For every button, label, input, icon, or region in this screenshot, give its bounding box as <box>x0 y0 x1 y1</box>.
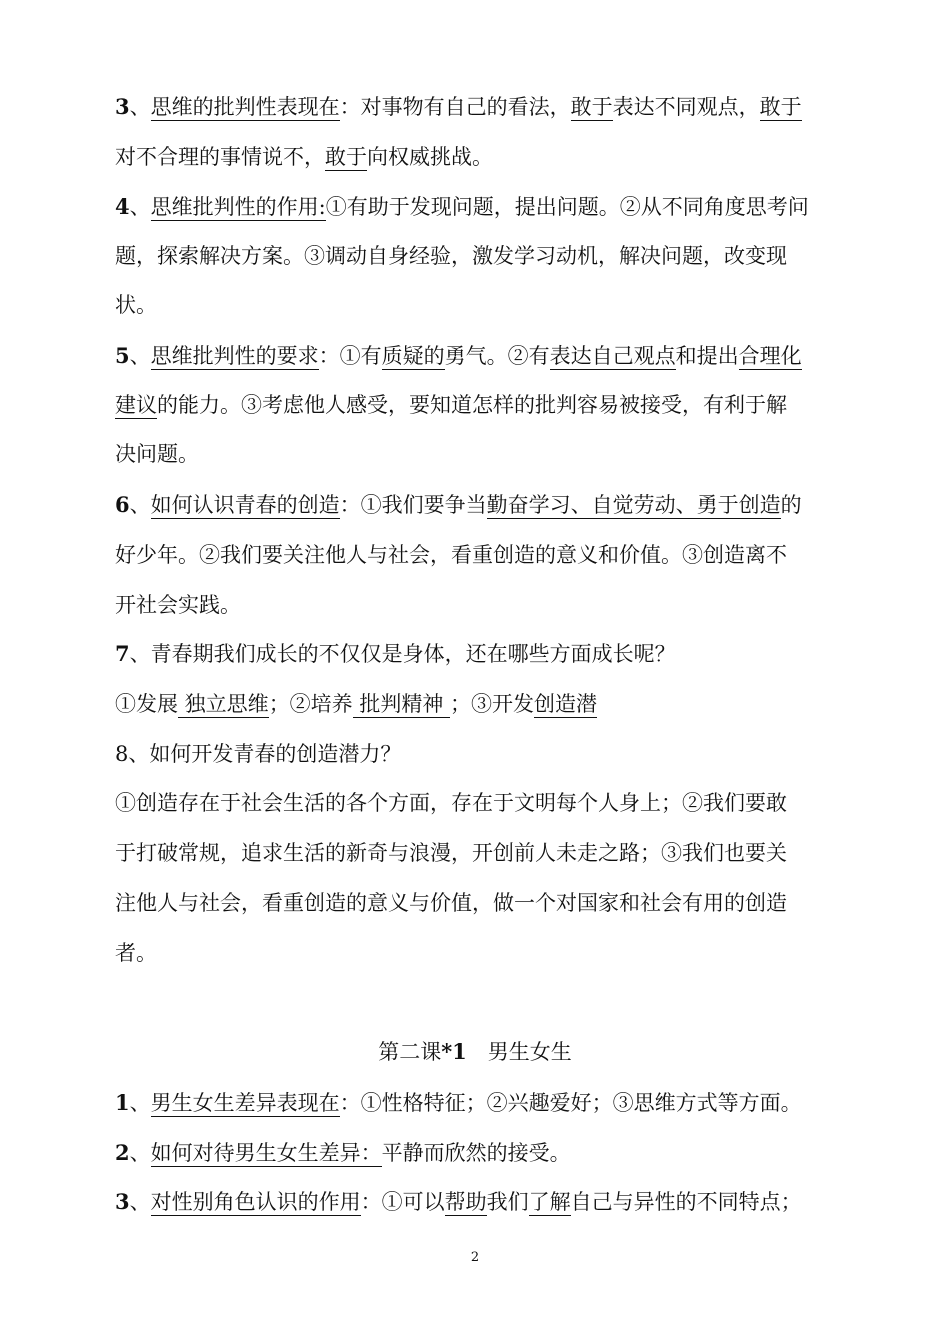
underlined-keyword: 敢于 <box>759 95 802 119</box>
text-run: 题，探索解决方案。③调动自身经验，激发学习动机，解决问题，改变现 <box>115 244 787 268</box>
underlined-keyword: 如何对待男生女生差异： <box>150 1141 382 1165</box>
text-run: 、 <box>129 493 151 517</box>
text-run: 8、如何开发青春的创造潜力？ <box>115 742 402 766</box>
text-line <box>115 888 835 918</box>
text-run: ①创造存在于社会生活的各个方面，存在于文明每个人身上；②我们要敢 <box>115 791 787 815</box>
section-title-number: *1 <box>441 1039 467 1064</box>
text-line <box>115 341 835 371</box>
underlined-keyword: 批判精神 <box>352 692 451 716</box>
text-run: 的 <box>780 493 802 517</box>
text-run: 、 <box>129 1141 151 1165</box>
text-line <box>115 590 835 620</box>
text-line <box>115 639 835 669</box>
text-run: ；②培养 <box>268 692 353 716</box>
underlined-keyword: 合理化 <box>738 344 802 368</box>
underlined-keyword: 质疑的 <box>381 344 445 368</box>
text-run: 好少年。②我们要关注他人与社会，看重创造的意义和价值。③创造离不 <box>115 543 787 567</box>
text-run: ：①可以 <box>360 1190 445 1214</box>
underlined-keyword: 男生女生差异表现在 <box>150 1091 340 1115</box>
text-run: 、 <box>129 344 151 368</box>
text-line <box>115 241 835 271</box>
text-run: 、 <box>129 195 151 219</box>
underlined-keyword: 敢于 <box>325 145 367 169</box>
text-run: ：对事物有自己的看法， <box>339 95 571 119</box>
text-run: ；③开发 <box>450 692 535 716</box>
underlined-keyword: 思维批判性的作用: <box>150 195 326 219</box>
underlined-keyword: 建议 <box>115 393 157 417</box>
section-title-suffix: 男生女生 <box>466 1040 572 1064</box>
text-run: 和提出 <box>675 344 739 368</box>
text-line <box>115 142 835 172</box>
text-run: 于打破常规，追求生活的新奇与浪漫，开创前人未走之路；③我们也要关 <box>115 841 787 865</box>
item-number: 5 <box>115 343 130 368</box>
text-line <box>115 788 835 818</box>
item-number: 4 <box>115 194 130 219</box>
section-title <box>0 1037 950 1067</box>
item-number: 1 <box>115 1090 130 1115</box>
text-run: 表达不同观点， <box>612 95 760 119</box>
text-line <box>115 192 835 222</box>
text-run: 自己与异性的不同特点； <box>570 1190 802 1214</box>
text-line <box>115 689 835 719</box>
text-line <box>115 439 835 469</box>
text-run: 状。 <box>115 293 157 317</box>
underlined-keyword: 勤奋学习、自觉劳动、勇于创造 <box>486 493 781 517</box>
text-line <box>115 739 835 769</box>
text-line <box>115 1088 835 1118</box>
text-run: 、 <box>129 1091 151 1115</box>
text-run: 平静而欣然的接受。 <box>381 1141 571 1165</box>
underlined-keyword: 敢于 <box>570 95 613 119</box>
text-line <box>115 838 835 868</box>
text-line <box>115 390 835 420</box>
underlined-keyword: 思维批判性的要求 <box>150 344 319 368</box>
text-run: 、 <box>129 95 151 119</box>
item-number: 3 <box>115 94 130 119</box>
text-line <box>115 540 835 570</box>
underlined-keyword: 了解 <box>528 1190 571 1214</box>
section-title-prefix: 第二课 <box>378 1040 442 1064</box>
text-run: 向权威挑战。 <box>367 145 493 169</box>
underlined-keyword: 如何认识青春的创造 <box>150 493 340 517</box>
item-number: 7 <box>115 641 130 666</box>
text-run: ：①有 <box>318 344 382 368</box>
text-run: 对不合理的事情说不， <box>115 145 325 169</box>
underlined-keyword: 独立思维 <box>178 692 269 716</box>
text-run: ：①我们要争当 <box>339 493 487 517</box>
underlined-keyword: 思维的批判性表现在 <box>150 95 340 119</box>
underlined-keyword: 表达自己观点 <box>549 344 676 368</box>
text-run: 开社会实践。 <box>115 593 241 617</box>
underlined-keyword: 对性别角色认识的作用 <box>150 1190 361 1214</box>
text-run: ①有助于发现问题，提出问题。②从不同角度思考问 <box>325 195 809 219</box>
underlined-keyword: 帮助 <box>444 1190 487 1214</box>
underlined-keyword: 创造潜 <box>534 692 598 716</box>
text-run: 勇气。②有 <box>444 344 550 368</box>
text-run: 决问题。 <box>115 442 199 466</box>
text-line <box>115 490 835 520</box>
text-run: 、青春期我们成长的不仅仅是身体，还在哪些方面成长呢？ <box>129 642 676 666</box>
item-number: 2 <box>115 1140 130 1165</box>
text-run: ：①性格特征；②兴趣爱好；③思维方式等方面。 <box>339 1091 802 1115</box>
text-run: 的能力。③考虑他人感受，要知道怎样的批判容易被接受，有利于解 <box>157 393 787 417</box>
text-run: 我们 <box>486 1190 529 1214</box>
item-number: 6 <box>115 492 130 517</box>
text-line <box>115 1187 835 1217</box>
text-run: 注他人与社会，看重创造的意义与价值，做一个对国家和社会有用的创造 <box>115 891 787 915</box>
item-number: 3 <box>115 1189 130 1214</box>
text-line <box>115 1138 835 1168</box>
text-line <box>115 290 835 320</box>
text-line <box>115 938 835 968</box>
text-line <box>115 92 835 122</box>
text-run: 、 <box>129 1190 151 1214</box>
text-run: ①发展 <box>115 692 178 716</box>
text-run: 者。 <box>115 941 157 965</box>
page-number: 2 <box>470 1250 480 1265</box>
